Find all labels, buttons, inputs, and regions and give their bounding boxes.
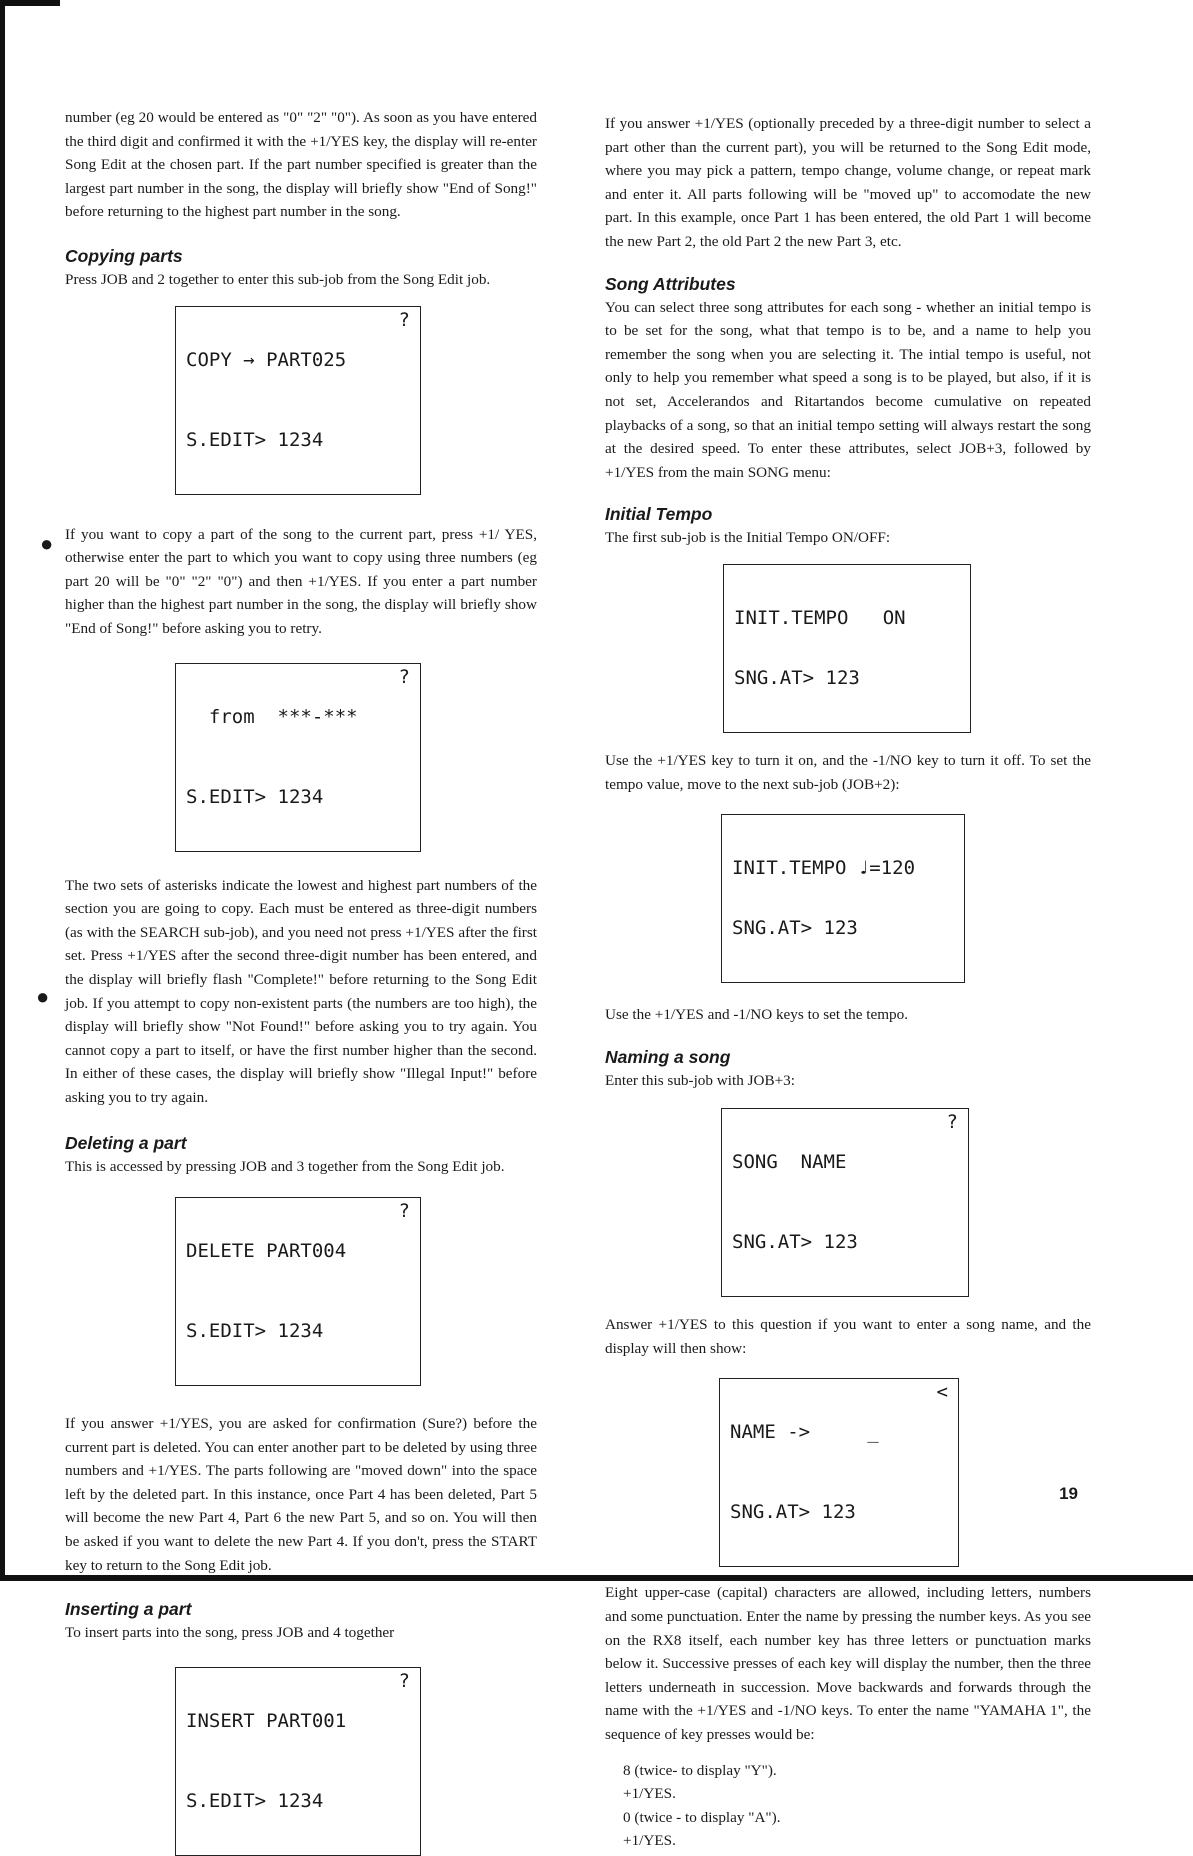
scan-edge-left	[0, 0, 5, 1581]
asterisks-paragraph: The two sets of asterisks indicate the lowest and highest part numbers of the section you are going to copy. Each must be entered as three-digit numbers (as with the SEARCH sub-job), and you need not press +1/YES after the first set. Press +1/YES after the second three-digit number has been entered, and the display will briefly flash "Complete!" before returning to the Song Edit job. If you attempt to copy non-existent parts (the numbers are too high), the display will briefly show "Not Found!" before asking you to try again. You cannot copy a part to itself, or have the first number higher than the second. In either of these cases, the display will briefly show "Illegal Input!" before asking you to try again.	[65, 876, 537, 1106]
lcd-question: ?	[946, 1111, 958, 1134]
lcd-tempo-value-display	[721, 814, 965, 983]
lcd-from-display	[175, 663, 421, 852]
naming-song-heading: Naming a song	[605, 1046, 731, 1067]
song-name-paragraph: Answer +1/YES to this question if you want to enter a song name, and the display will then show:	[605, 1316, 1091, 1357]
inserting-part-paragraph: To insert parts into the song, press JOB and 4 together	[65, 1624, 395, 1642]
lcd-line-1: INIT.TEMPO ♩=120	[732, 857, 916, 880]
lcd-line-1: from ***-***	[186, 705, 358, 728]
eight-characters-paragraph: Eight upper-case (capital) characters are allowed, including letters, numbers and some punctuation. Enter the name by pressing the number keys. As you see on the RX8 itself, each number key has three letters or punctuation marks below it. Successive presses of each key will display the number, then the three letters underneath in succession. Move backwards and forwards through the name with the +1/YES and -1/NO keys. To enter the name "YAMAHA 1", the sequence of key presses would be:	[605, 1584, 1091, 1744]
initial-tempo-paragraph: The first sub-job is the Initial Tempo ON/OFF:	[605, 529, 891, 547]
lcd-line-1: SONG NAME	[732, 1151, 847, 1174]
lcd-line-2: S.EDIT> 1234	[186, 428, 324, 451]
lcd-song-name-display	[721, 1108, 969, 1297]
lcd-name-entry-display	[719, 1378, 959, 1567]
copy-instructions-paragraph: If you want to copy a part of the song to the current part, press +1/ YES, otherwise enter the part to which you want to copy using three numbers (eg part 20 will be "0" "2" "0") and then +1/YES. If you enter a part number higher than the highest part number in the song, the display will briefly show "End of Song!" before asking you to retry.	[65, 525, 537, 637]
lcd-question: ?	[398, 1669, 410, 1692]
tempo-value-paragraph: Use the +1/YES and -1/NO keys to set the tempo.	[605, 1006, 908, 1024]
key-press-steps	[605, 1759, 1091, 1853]
scan-edge-top	[0, 0, 60, 6]
delete-confirm-paragraph: If you answer +1/YES, you are asked for confirmation (Sure?) before the current part is deleted. You can enter another part to be deleted by using three numbers and +1/YES. The parts following are "moved down" into the space left by the deleted part. In this instance, once Part 4 has been deleted, Part 5 will become the new Part 4, Part 6 the new Part 5, and so on. You will then be asked if you want to delete the new Part 4. If you don't, press the START key to return to the Song Edit job.	[65, 1415, 537, 1574]
copying-parts-paragraph: Press JOB and 2 together to enter this sub-job from the Song Edit job.	[65, 270, 491, 288]
margin-bullet-icon: ●	[36, 984, 50, 1009]
step-item: 0 (twice - to display "A").	[623, 1808, 781, 1826]
initial-tempo-heading: Initial Tempo	[605, 504, 713, 525]
song-attributes-paragraph: You can select three song attributes for each song - whether an initial tempo is to be set for the song, what that tempo is to be, and a name to help you remember the song when you are selecting it. The intial tempo is useful, not only to help you remember what speed a song is to be played, but also, if it is not set, Accelerandos and Ritartandos become cumulative on repeated playbacks of a song, so that an initial tempo setting will always restart the song at the desired speed. To enter these attributes, select JOB+3, followed by +1/YES from the main SONG menu:	[605, 298, 1091, 481]
lcd-line-1: INSERT PART001	[186, 1709, 347, 1732]
margin-bullet-icon: ●	[40, 531, 54, 556]
lcd-cursor-left: <	[936, 1381, 948, 1404]
lcd-line-1: COPY → PART025	[186, 348, 347, 371]
inserting-part-heading: Inserting a part	[65, 1599, 192, 1620]
song-attributes-heading: Song Attributes	[605, 273, 736, 294]
lcd-tempo-on-display	[723, 564, 971, 733]
lcd-line-1: NAME -> _	[730, 1421, 879, 1444]
lcd-insert-display	[175, 1667, 421, 1856]
lcd-question: ?	[398, 1200, 410, 1223]
left-column	[65, 100, 537, 1856]
intro-paragraph: number (eg 20 would be entered as "0" "2" "0"). As soon as you have entered the third digit and confirmed it with the +1/YES key, the display will re-enter Song Edit at the chosen part. If the part number specified is greater than the largest part number in the song, the display will briefly show "End of Song!" before returning to the highest part number in the song.	[65, 109, 537, 221]
lcd-line-1: INIT.TEMPO ON	[734, 606, 906, 629]
right-column	[605, 100, 1091, 1853]
page-number: 19	[1059, 1484, 1078, 1503]
step-item: 8 (twice- to display "Y").	[623, 1761, 777, 1779]
step-item: +1/YES.	[623, 1785, 676, 1803]
lcd-question: ?	[398, 665, 410, 688]
lcd-question: ?	[398, 308, 410, 331]
deleting-part-paragraph: This is accessed by pressing JOB and 3 together from the Song Edit job.	[65, 1158, 505, 1176]
lcd-line-2: S.EDIT> 1234	[186, 1320, 324, 1343]
lcd-delete-display	[175, 1197, 421, 1386]
step-item: +1/YES.	[623, 1832, 676, 1850]
tempo-on-paragraph: Use the +1/YES key to turn it on, and the -1/NO key to turn it off. To set the tempo value, move to the next sub-job (JOB+2):	[605, 751, 1091, 793]
lcd-line-2: SNG.AT> 123	[732, 1231, 858, 1254]
deleting-part-heading: Deleting a part	[65, 1133, 187, 1154]
copying-parts-heading: Copying parts	[65, 245, 183, 266]
insert-continued-paragraph: If you answer +1/YES (optionally preceded by a three-digit number to select a part other than the current part), you will be returned to the Song Edit mode, where you may pick a pattern, tempo change, volume change, or repeat mark and enter it. All parts following will be "moved up" to accomodate the new part. In this example, once Part 1 has been entered, the old Part 1 will become the new Part 2, the old Part 2 the new Part 3, etc.	[605, 115, 1091, 250]
lcd-line-1: DELETE PART004	[186, 1240, 347, 1263]
lcd-line-2: S.EDIT> 1234	[186, 1789, 324, 1812]
lcd-line-2: SNG.AT> 123	[730, 1501, 856, 1524]
lcd-line-2: SNG.AT> 123	[734, 666, 860, 689]
lcd-line-2: SNG.AT> 123	[732, 917, 858, 940]
lcd-copy-display	[175, 306, 421, 495]
lcd-line-2: S.EDIT> 1234	[186, 785, 324, 808]
naming-song-paragraph: Enter this sub-job with JOB+3:	[605, 1071, 795, 1089]
